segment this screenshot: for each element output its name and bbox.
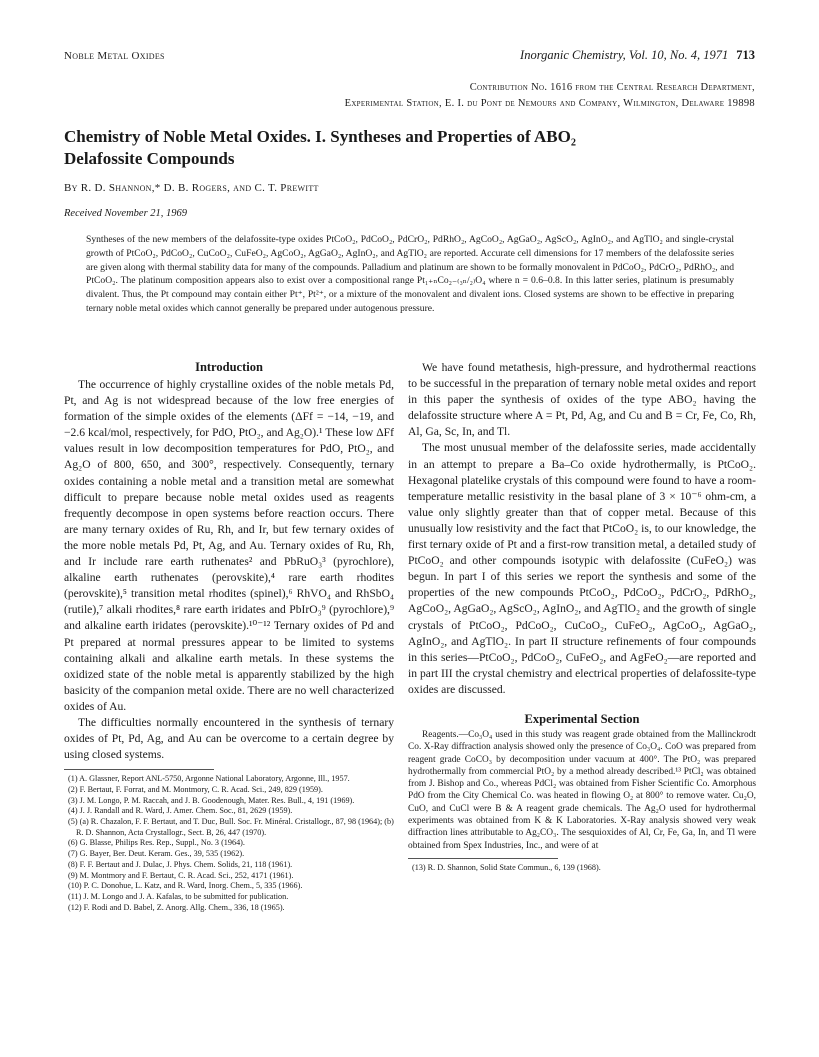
- footnote-5: (5) (a) R. Chazalon, F. F. Bertaut, and T. Duc, Bull. Soc. Fr. Minéral. Cristallogr., 87, 98 (1964); (b) R. D. Shannon, Acta Crystallogr., Sect. B, 26, 447 (1970).: [68, 817, 394, 837]
- footnote-10: (10) P. C. Donohue, L. Katz, and R. Ward, Inorg. Chem., 5, 335 (1966).: [68, 881, 303, 891]
- footnote-1: (1) A. Glassner, Report ANL-5750, Argonne National Laboratory, Argonne, Ill., 1957.: [68, 774, 350, 784]
- footnote-8: (8) F. F. Bertaut and J. Dulac, J. Phys. Chem. Solids, 21, 118 (1961).: [68, 859, 293, 869]
- running-title: Noble Metal Oxides: [64, 50, 165, 62]
- left-column: [64, 360, 394, 913]
- footnote-rule: [64, 769, 214, 770]
- footnotes-left: [64, 774, 394, 913]
- abstract: Syntheses of the new members of the delafossite-type oxides PtCoO₂, PdCoO₂, PdCrO₂, PdRhO₂, AgCoO₂, AgGaO₂, AgScO₂, AgInO₂, and AgTlO₂ and single-crystal growth of PtCoO₂, PdCoO₂, CuCoO₂, CuFeO₂, AgCoO₂, AgGaO₂, AgInO₂, and AgTlO₂ are reported. Accurate cell dimensions for 17 members of the delafossite series are given along with thermal stability data for many of the compounds. Palladium and platinum are shown to be formally monovalent in PdCoO₂, PdCrO₂, PdRhO₂, and PtCoO₂. The platinum composition appears also to exist over a compositional range Pt₁₊ₙCo₂₋₍₃ₙ/₂₎O₄ where n = 0.6–0.8. In this latter series, platinum is presumably divalent. Thus, the Pt compound may contain either Pt⁺, Pt²⁺, or a mixture of the monovalent and divalent ions. Closed systems are shown to be effective in preparing ternary noble metal oxides which cannot generally be prepared under autogenous pressure.: [86, 234, 734, 314]
- right-body: [408, 360, 756, 698]
- experimental-body: [408, 729, 756, 852]
- introduction-heading: Introduction: [195, 360, 263, 374]
- right-column: [408, 360, 756, 874]
- footnote-12: (12) F. Rodi and D. Babel, Z. Anorg. Allg. Chem., 336, 18 (1965).: [68, 902, 285, 912]
- footnote-3: (3) J. M. Longo, P. M. Raccah, and J. B. Goodenough, Mater. Res. Bull., 4, 191 (1969).: [68, 795, 355, 805]
- footnote-4: (4) J. J. Randall and R. Ward, J. Amer. Chem. Soc., 81, 2629 (1959).: [68, 806, 293, 816]
- journal-citation: [520, 48, 755, 63]
- footnote-11: (11) J. M. Longo and J. A. Kafalas, to be submitted for publication.: [68, 891, 289, 901]
- contribution-line-2: Experimental Station, E. I. du Pont de Nemours and Company, Wilmington, Delaware 19898: [344, 98, 755, 109]
- footnote-9: (9) M. Montmory and F. Bertaut, C. R. Acad. Sci., 252, 4171 (1961).: [68, 870, 294, 880]
- right-paragraph-1: We have found metathesis, high-pressure, and hydrothermal reactions to be successful in the preparation of ternary noble metal oxides and report in this paper the synthesis of oxides of the type ABO₂ having the delafossite structure where A = Pt, Pd, Ag, and Cu and B = Cr, Fe, Co, Rh, Al, Ga, Sc, In, and Tl.: [408, 361, 756, 439]
- page-number: 713: [736, 48, 755, 62]
- introduction-paragraph-1: The occurrence of highly crystalline oxides of the noble metals Pd, Pt, and Ag is not widespread because of the low free energies of formation of the simple oxides of the elements (ΔFf = −14, −19, and −2.6 kcal/mol, respectively, for PdO, PtO₂, and Ag₂O).¹ These low ΔFf values result in low decomposition temperatures for PdO, PtO₂, and Ag₂O of 800, 650, and 300°, respectively. Consequently, ternary oxides containing a noble metal and a transition metal are somewhat difficult to prepare because noble metal oxides used as reagents frequently decompose in open systems before reaction occurs. There are many ternary oxides of Ru, Rh, and Ir, but few ternary oxides of the more noble metals Pd, Pt, Ag, and Au. Ternary oxides of Ru, Rh, and Ir include rare earth ruthenates² and PbRuO₃³ (pyrochlore), alkaline earth ruthenates (perovskite),⁴ rare earth rhodites (perovskite),⁵ transition metal rhodites (spinel),⁶ RhVO₄ and RhSbO₄ (rutile),⁷ alkali rhodites,⁸ rare earth iridates and PbIrO₃⁹ (pyrochlore),⁹ and alkaline earth iridates (perovskite).¹⁰⁻¹² Ternary oxides of Pd and Pt prepared at normal pressures appear to be limited to systems containing alkali and alkaline earth metals. In these systems the oxidized state of the noble metal is apparently stabilized by the high basicity of the companion metal oxide. There are no well characterized oxides of Au.: [64, 378, 394, 713]
- footnote-rule-right: [408, 858, 558, 859]
- author-line: By R. D. Shannon,* D. B. Rogers, and C. T. Prewitt: [64, 182, 319, 194]
- footnote-7: (7) G. Bayer, Ber. Deut. Keram. Ges., 39, 535 (1962).: [68, 849, 245, 859]
- reagents-paragraph: Reagents.—Co₃O₄ used in this study was reagent grade obtained from the Mallinckrodt Co. X-Ray diffraction analysis showed only the presence of Co₃O₄. CoO was prepared from reagent grade CoCO₃ by decomposition under vacuum at 400°. The PtO₂ was prepared hydrothermally from commercial PtO₂ by a method already described.¹³ PtCl₂ was obtained from J. Bishop and Co., whereas PdCl₂ was obtained from Fisher Scientific Co. Amorphous PdO from the City Chemical Co. was heated in flowing O₂ at 800° to remove water. Cu₂O, CuO, and CuCl were B & A reagent grade chemicals. The Ag₂O used for hydrothermal experiments was obtained from K & K Laboratories. X-Ray analysis showed very weak diffraction lines attributable to Ag₂CO₃. The sesquioxides of Al, Cr, Fe, Ga, In, and Tl were obtained from Spex Industries, Inc., and were of at: [408, 729, 756, 851]
- footnote-6: (6) G. Blasse, Philips Res. Rep., Suppl., No. 3 (1964).: [68, 838, 245, 848]
- received-date: Received November 21, 1969: [64, 208, 188, 219]
- journal-name: Inorganic Chemistry, Vol. 10, No. 4, 1971: [520, 48, 729, 62]
- right-paragraph-2: The most unusual member of the delafossite series, made accidentally in an attempt to prepare a Ba–Co oxide hydrothermally, is PtCoO₂. Hexagonal platelike crystals of this compound were found to have a room-temperature metallic resistivity in the basal plane of 3 × 10⁻⁶ ohm-cm, a value only slightly greater than that of copper metal. Because of this unusually low resistivity and the fact that PtCoO₂ is, to our knowledge, the first ternary oxide of Pt and a first-row transition metal, a detailed study of PtCoO₂ and other compounds isotypic with delafossite (CuFeO₂) was begun. In part I of this series we report the synthesis and some of the properties of the new compounds PtCoO₂, PdCoO₂, PdCrO₂, PdRhO₂, AgCoO₂, AgGaO₂, AgScO₂, AgInO₂, and AgTlO₂ and the growth of single crystals of PtCoO₂, PdCoO₂, CuCoO₂, CuFeO₂, AgCoO₂, AgGaO₂, AgInO₂, and AgTlO₂. In part II structure refinements of four compounds in this series—PtCoO₂, PdCoO₂, CuFeO₂, and AgFeO₂—are reported and in part III the crystal chemistry and electrical properties of delafossite-type oxides are discussed.: [408, 441, 756, 696]
- footnote-2: (2) F. Bertaut, F. Forrat, and M. Montmory, C. R. Acad. Sci., 249, 829 (1959).: [68, 784, 323, 794]
- footnote-13: (13) R. D. Shannon, Solid State Commun., 6, 139 (1968).: [412, 862, 601, 872]
- experimental-heading: Experimental Section: [524, 711, 640, 726]
- article-title: Chemistry of Noble Metal Oxides. I. Syntheses and Properties of ABO₂ Delafossite Compounds: [64, 127, 576, 168]
- contribution-note: [65, 80, 755, 112]
- introduction-body: [64, 377, 394, 763]
- contribution-line-1: Contribution No. 1616 from the Central Research Department,: [469, 82, 755, 93]
- introduction-paragraph-2: The difficulties normally encountered in the synthesis of ternary oxides of Pt, Pd, Ag, and Au can be overcome to a certain degree by using closed systems.: [64, 715, 394, 762]
